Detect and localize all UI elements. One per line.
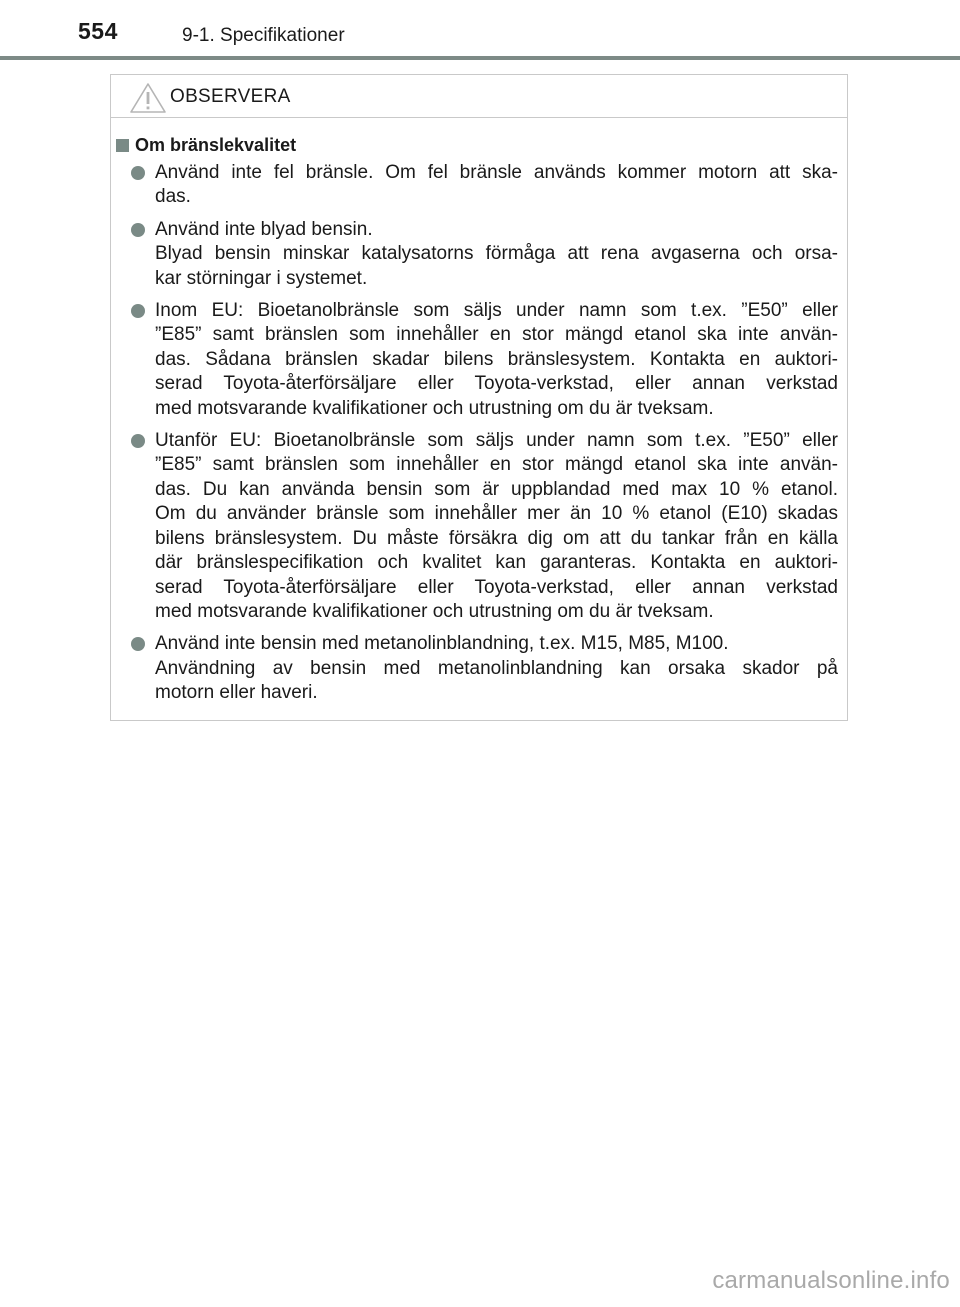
circle-bullet-icon [131, 637, 145, 651]
subheading-text: Om bränslekvalitet [135, 135, 297, 155]
text-line: serad Toyota-återförsäljare eller Toyota-verkstad, eller annan verkstad [155, 576, 838, 598]
section-title: 9-1. Specifikationer [182, 25, 345, 46]
list-item [111, 218, 847, 291]
text-line: das. [155, 186, 191, 208]
notice-label: OBSERVERA [170, 86, 291, 107]
text-line: ”E85” samt bränslen som innehåller en stor mängd etanol ska inte använ- [155, 454, 838, 476]
watermark: carmanualsonline.info [712, 1267, 950, 1294]
text-line: motorn eller haveri. [155, 682, 318, 704]
text-line: med motsvarande kvalifikationer och utrustning om du är tveksam. [155, 600, 714, 622]
page-number: 554 [78, 18, 118, 44]
text-line: Om du använder bränsle som innehåller mer än 10 % etanol (E10) skadas [155, 503, 838, 525]
notice-header [111, 75, 847, 118]
header-divider [0, 56, 960, 60]
list-item [111, 299, 847, 421]
page-header [0, 0, 960, 62]
bullet-list [111, 161, 847, 706]
list-item [111, 429, 847, 624]
text-line: kar störningar i systemet. [155, 267, 368, 289]
text-line: das. Sådana bränslen skadar bilens bränslesystem. Kontakta en auktori- [155, 348, 838, 370]
text-line: Använd inte bensin med metanolinblandning, t.ex. M15, M85, M100. [155, 633, 729, 655]
text-line: Blyad bensin minskar katalysatorns förmåga att rena avgaserna och orsa- [155, 243, 838, 265]
text-line: Utanför EU: Bioetanolbränsle som säljs under namn som t.ex. ”E50” eller [155, 430, 838, 452]
text-line: serad Toyota-återförsäljare eller Toyota-verkstad, eller annan verkstad [155, 373, 838, 395]
warning-triangle-icon [129, 82, 167, 114]
circle-bullet-icon [131, 434, 145, 448]
text-line: Användning av bensin med metanolinblandning kan orsaka skador på [155, 657, 838, 679]
circle-bullet-icon [131, 304, 145, 318]
fuel-quality-heading [111, 131, 847, 161]
text-line: Använd inte blyad bensin. [155, 218, 373, 240]
text-line: Inom EU: Bioetanolbränsle som säljs under namn som t.ex. ”E50” eller [155, 300, 838, 322]
notice-content [111, 131, 847, 714]
text-line: ”E85” samt bränslen som innehåller en stor mängd etanol ska inte använ- [155, 324, 838, 346]
text-line: Använd inte fel bränsle. Om fel bränsle används kommer motorn att ska- [155, 162, 838, 183]
observera-notice-box [110, 74, 848, 721]
text-line: bilens bränslesystem. Du måste försäkra dig om att du tankar från en källa [155, 527, 838, 549]
square-bullet-icon [116, 139, 129, 152]
list-item [111, 161, 847, 210]
text-line: med motsvarande kvalifikationer och utrustning om du är tveksam. [155, 397, 714, 419]
text-line: där bränslespecifikation och kvalitet kan garanteras. Kontakta en auktori- [155, 552, 838, 574]
circle-bullet-icon [131, 166, 145, 180]
circle-bullet-icon [131, 223, 145, 237]
text-line: das. Du kan använda bensin som är uppblandad med max 10 % etanol. [155, 478, 838, 500]
list-item [111, 632, 847, 705]
